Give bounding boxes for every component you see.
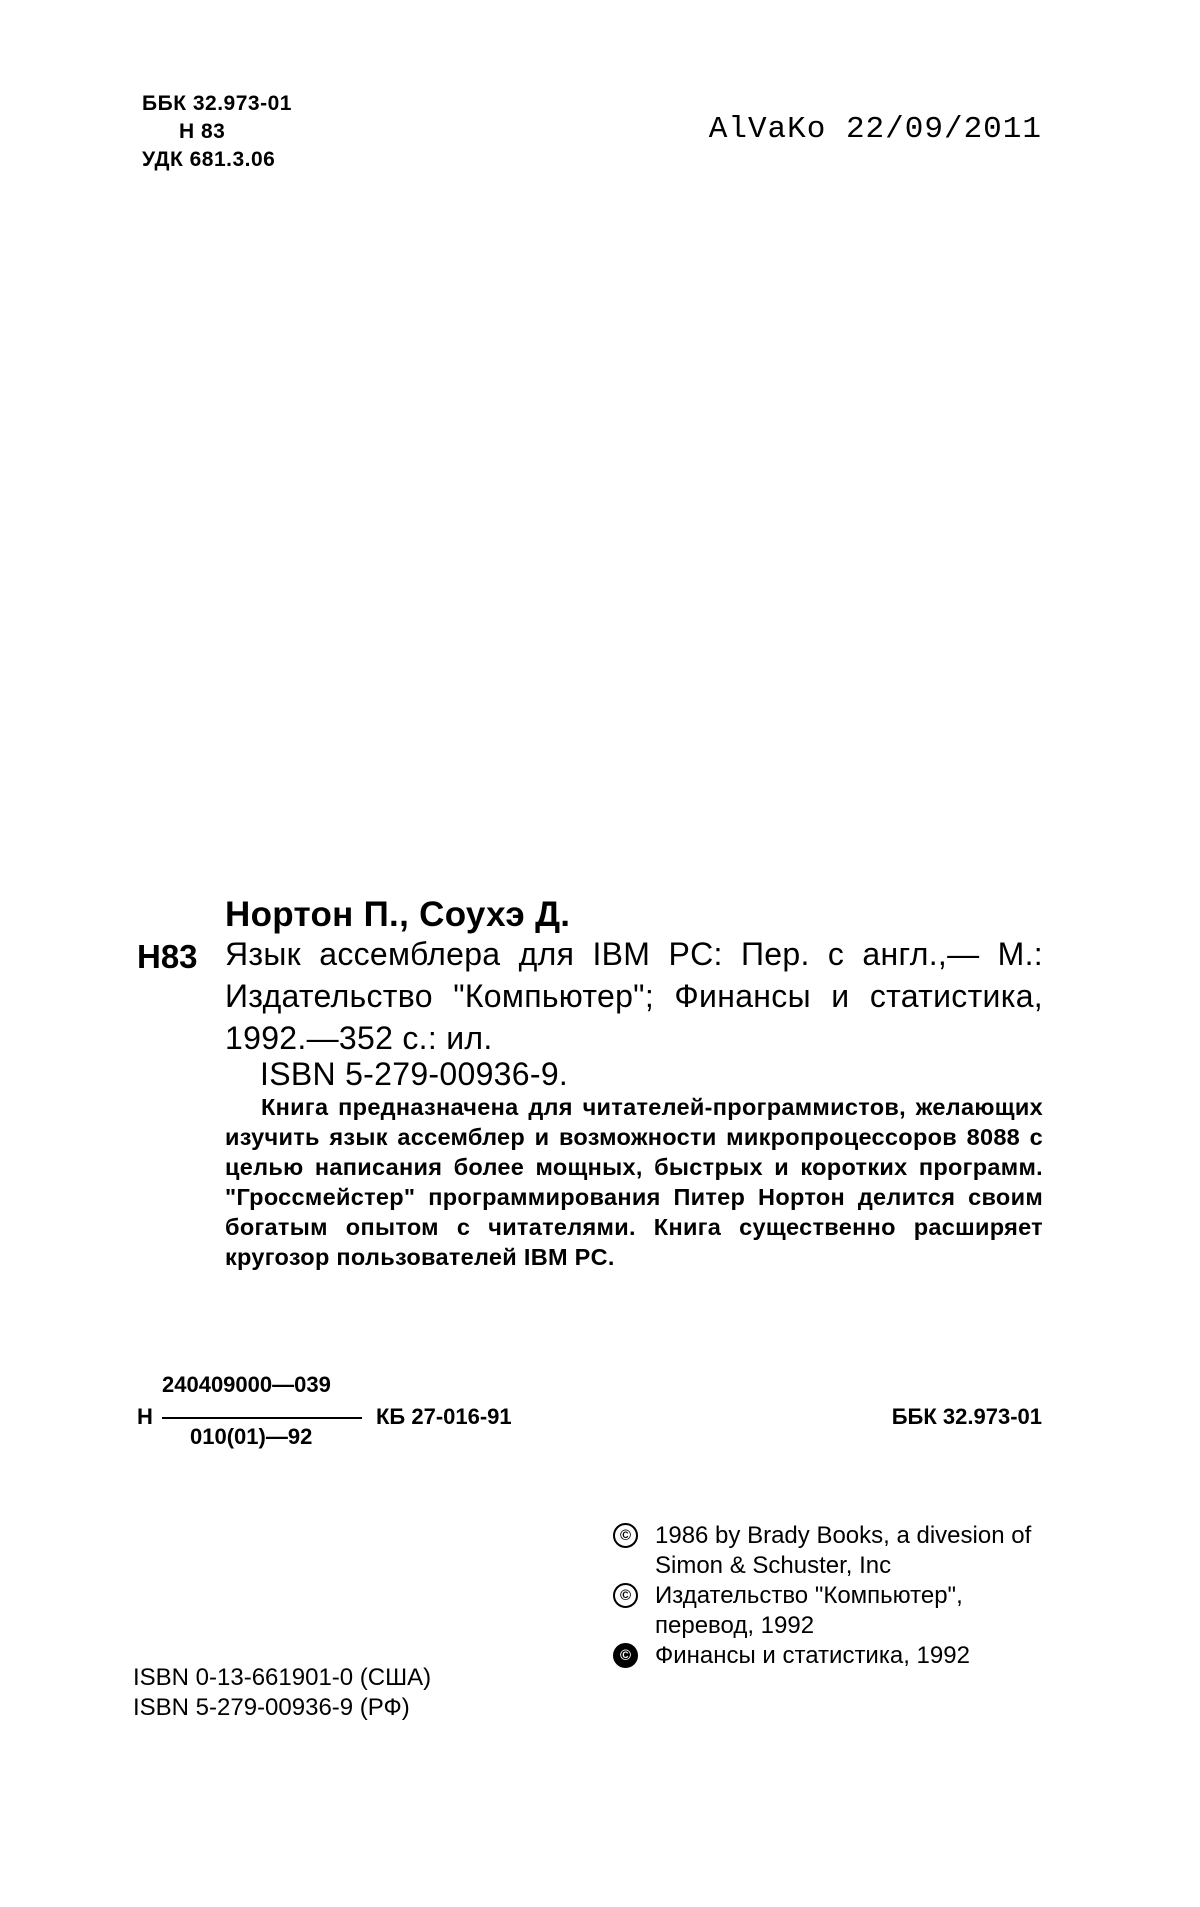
code-bbk: ББК 32.973-01	[891, 1404, 1042, 1429]
udk-index: УДК 681.3.06	[142, 148, 276, 171]
copyright-icon: ©	[613, 1643, 638, 1668]
annotation: Книга предназначена для читателей-программистов, желающих изучить язык ассемблер и возможности микропроцессоров 8088 с целью написания более мощных, быстрых и коротких программ. "Гроссмейстер" программирования Питер Нортон делится своим богатым опытом с читателями. Книга существенно расширяет кругозор пользователей IBM PC.	[225, 1094, 1043, 1270]
scan-stamp: AlVaKo 22/09/2011	[708, 112, 1042, 147]
copyright-publisher	[613, 1641, 1053, 1671]
copyright-text: 1986 by Brady Books, a divesion of Simon & Schuster, Inc	[655, 1522, 1032, 1579]
isbn-rf: ISBN 5-279-00936-9 (РФ)	[133, 1694, 410, 1721]
copyright-block	[613, 1521, 1053, 1671]
entry-description: Язык ассемблера для IBM PC: Пер. с англ.,— М.: Издательство "Компьютер"; Финансы и статистика, 1992.—352 с.: ил.	[225, 936, 1043, 1056]
code-denominator: 010(01)—92	[190, 1424, 313, 1449]
copyright-text: Финансы и статистика, 1992	[655, 1642, 970, 1669]
entry-isbn: ISBN 5-279-00936-9.	[260, 1056, 569, 1092]
fraction-line	[162, 1417, 362, 1419]
copyright-original	[613, 1521, 1053, 1581]
bbk-index: ББК 32.973-01	[142, 92, 292, 115]
code-kb: КБ 27-016-91	[376, 1404, 512, 1429]
isbn-list	[133, 1663, 431, 1723]
copyright-icon: ©	[613, 1523, 638, 1548]
classification-block	[142, 90, 292, 174]
author-mark: Н 83	[179, 120, 226, 143]
shelfmark: Н83	[137, 938, 198, 975]
isbn-usa: ISBN 0-13-661901-0 (США)	[133, 1664, 432, 1691]
code-letter: Н	[137, 1404, 153, 1429]
copyright-icon: ©	[613, 1583, 638, 1608]
copyright-text: Издательство "Компьютер", перевод, 1992	[655, 1582, 963, 1639]
copyright-translation	[613, 1581, 1053, 1641]
authors: Нортон П., Соухэ Д.	[225, 895, 571, 934]
code-numerator: 240409000—039	[162, 1372, 331, 1397]
